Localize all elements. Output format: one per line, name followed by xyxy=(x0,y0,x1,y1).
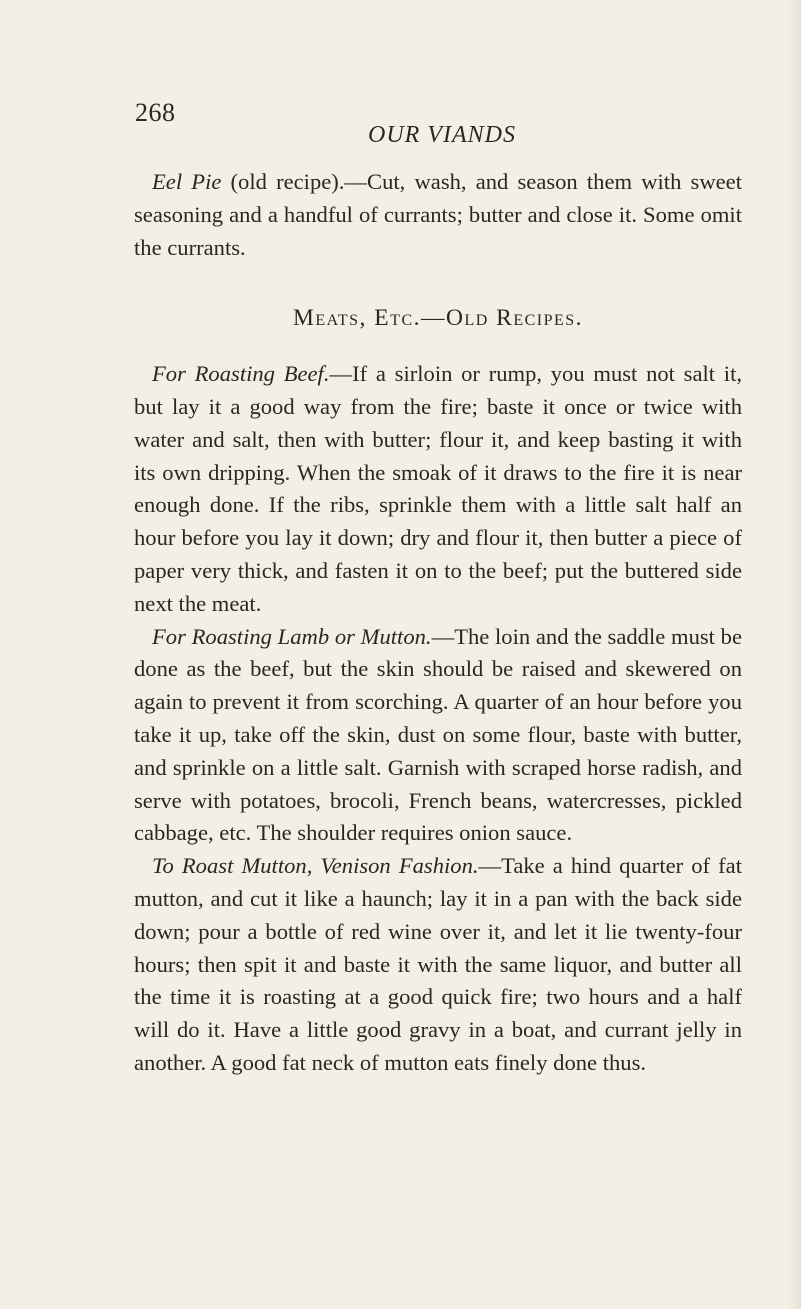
running-head: OUR VIANDS xyxy=(368,122,516,148)
page-edge-shadow xyxy=(787,0,801,1309)
recipe-text: —If a sirloin or rump, you must not salt it, but lay it a good way from the fire; baste it once or twice with water and salt, then with butter; flour it, and keep basting it with its own dripping. When the smoak of it draws to the fire it is near enough done. If the ribs, sprinkle them with a little salt half an hour before you lay it down; dry and flour it, then butter a piece of paper very thick, and fasten it on to the beef; put the buttered side next the meat. xyxy=(134,361,742,616)
recipe-roasting-lamb xyxy=(134,621,742,851)
page-body xyxy=(134,166,742,1080)
recipe-text: (old recipe).—Cut, wash, and season them with sweet seasoning and a handful of currants; butter and close it. Some omit the currants. xyxy=(134,169,742,260)
recipe-text: —The loin and the saddle must be done as the beef, but the skin should be raised and skewered on again to prevent it from scorching. A quarter of an hour before you take it up, take off the skin, dust on some flour, baste with butter, and sprinkle on a little salt. Garnish with scraped horse radish, and serve with potatoes, brocoli, French beans, watercresses, pickled cabbage, etc. The shoulder requires onion sauce. xyxy=(134,623,742,846)
recipe-title: To Roast Mutton, Venison Fashion. xyxy=(152,853,479,879)
recipe-roasting-beef xyxy=(134,358,742,620)
section-heading: Meats, Etc.—Old Recipes. xyxy=(292,305,584,332)
recipe-eel-pie xyxy=(134,166,742,264)
page-number: 268 xyxy=(135,98,176,127)
recipe-text: —Take a hind quarter of fat mutton, and cut it like a haunch; lay it in a pan with the back side down; pour a bottle of red wine over it, and let it lie twenty-four hours; then spit it and baste it with the same liquor, and butter all the time it is roasting at a good quick fire; two hours and a half will do it. Have a little good gravy in a boat, and currant jelly in another. A good fat neck of mutton eats finely done thus. xyxy=(134,853,742,1075)
recipe-title: Eel Pie xyxy=(152,169,222,194)
page-header xyxy=(0,98,801,158)
recipe-roast-mutton-venison xyxy=(134,850,742,1080)
recipe-title: For Roasting Beef. xyxy=(152,361,330,387)
recipe-title: For Roasting Lamb or Mutton. xyxy=(152,623,432,649)
